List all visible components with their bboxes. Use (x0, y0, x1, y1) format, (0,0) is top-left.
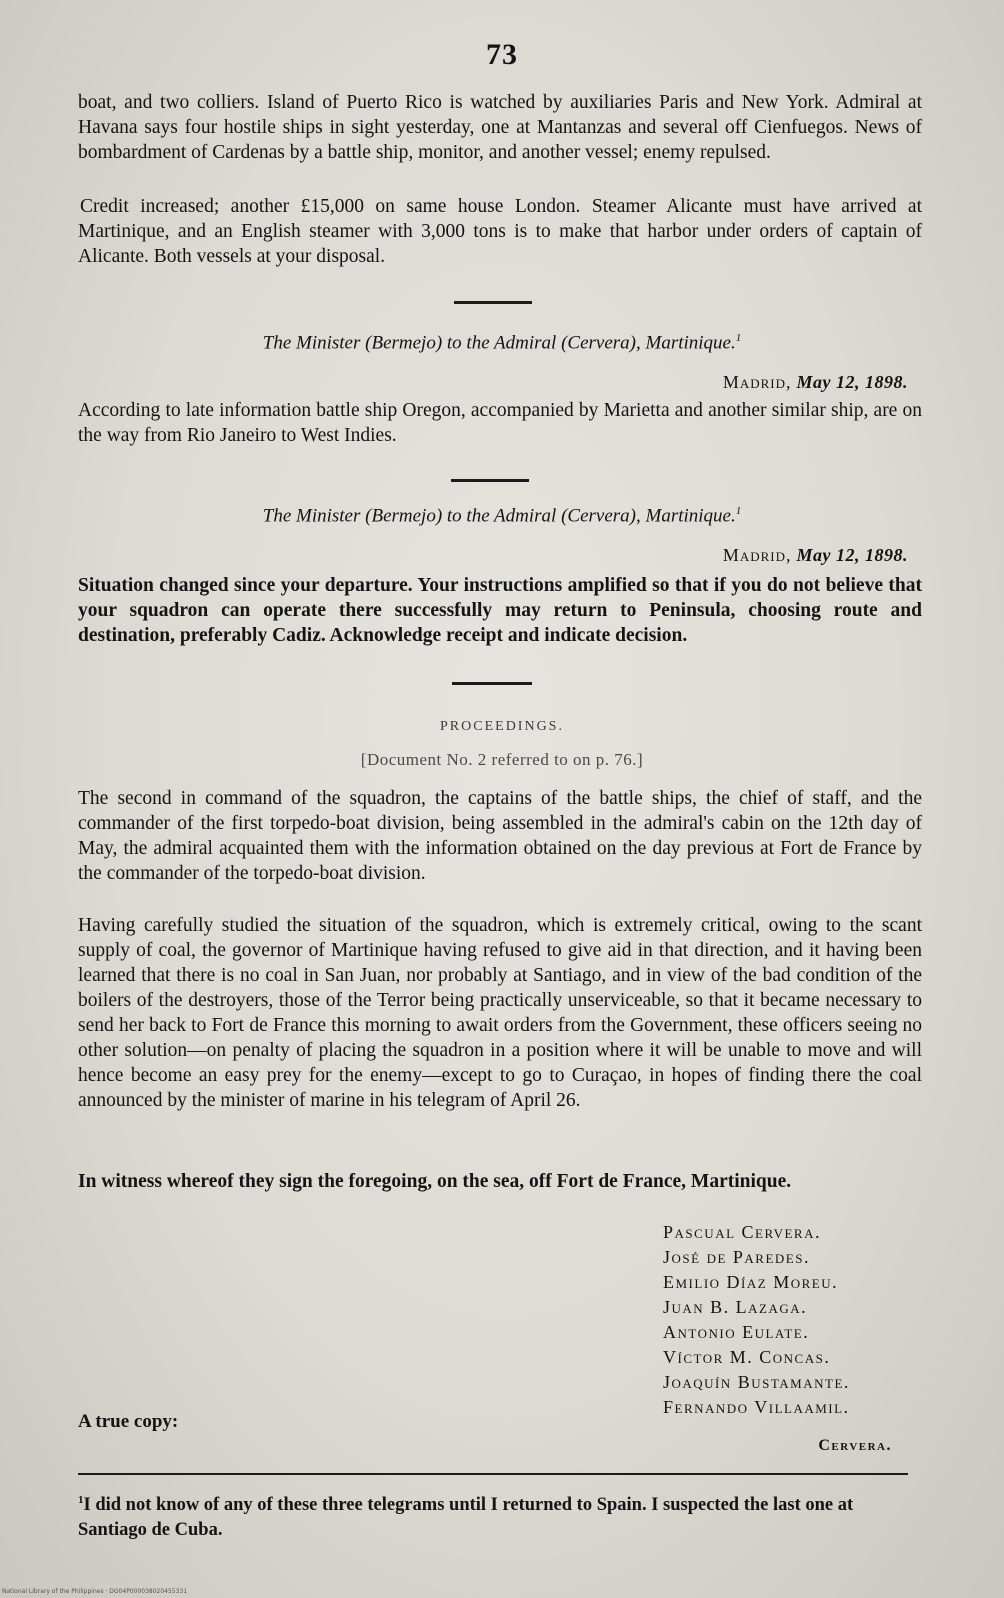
footnote-text: I did not know of any of these three telegrams until I returned to Spain. I suspected the last one at Santiago de Cuba. (78, 1495, 854, 1541)
signature-line: Fernando Villaamil. (663, 1397, 850, 1417)
signature-line: Juan B. Lazaga. (663, 1297, 808, 1317)
dateline-date: May 12, 1898. (796, 545, 908, 565)
scan-credit: National Library of the Philippines · DG04P000038020455331 (2, 1588, 188, 1595)
footnote-ref: 1 (735, 332, 742, 344)
signature-line: Emilio Díaz Moreu. (663, 1272, 839, 1292)
proceedings-title: PROCEEDINGS. (440, 719, 564, 734)
dateline-date: May 12, 1898. (796, 372, 908, 392)
signature-line: Joaquín Bustamante. (663, 1372, 850, 1392)
page-number: 73 (486, 38, 518, 71)
footnote (78, 1488, 918, 1543)
paragraph-credit: Credit increased; another £15,000 on same house London. Steamer Alicante must have arrived at Martinique, and an English steamer with 3,000 tons is to make that harbor under orders of captain of Alicante. Both vessels at your disposal. (78, 196, 922, 267)
section-divider (454, 301, 532, 304)
true-copy-label: A true copy: (78, 1411, 179, 1432)
dateline-place: Madrid, (722, 545, 792, 565)
proceedings-paragraph-1: The second in command of the squadron, the captains of the battle ships, the chief of staff, and the commander of the first torpedo-boat division, being assembled in the admiral's cabin on the 12th day of May, the admiral acquainted them with the information obtained on the day previous at Fort de France by the commander of the torpedo-boat division. (78, 788, 922, 884)
signature-line: José de Paredes. (663, 1247, 810, 1267)
telegram-2-heading-text: The Minister (Bermejo) to the Admiral (Cervera), Martinique. (262, 505, 736, 527)
paragraph-continued: boat, and two colliers. Island of Puerto Rico is watched by auxiliaries Paris and New York. Admiral at Havana says four hostile ships in sight yesterday, one at Mantanzas and several off Cienfuegos. News of bombardment of Cardenas by a battle ship, monitor, and another vessel; enemy repulsed. (78, 92, 922, 163)
telegram-2-dateline (723, 545, 908, 566)
signature-line: Víctor M. Concas. (663, 1347, 831, 1367)
telegram-2-body: Situation changed since your departure. Your instructions amplified so that if you do not believe that your squadron can operate there successfully may return to Peninsula, choosing route and destination, preferably Cadiz. Acknowledge receipt and indicate decision. (78, 575, 922, 646)
section-divider (452, 682, 532, 685)
telegram-2-heading (0, 505, 1004, 527)
footnote-ref: 1 (735, 505, 742, 517)
signature-list (663, 1220, 850, 1420)
true-copy-signer: Cervera. (818, 1437, 892, 1454)
telegram-1-dateline (723, 372, 908, 393)
dateline-place: Madrid, (722, 372, 792, 392)
proceedings-paragraph-3: In witness whereof they sign the foregoing, on the sea, off Fort de France, Martinique. (78, 1171, 792, 1192)
footnote-rule (78, 1473, 908, 1475)
telegram-1-body: According to late information battle ship Oregon, accompanied by Marietta and another similar ship, are on the way from Rio Janeiro to West Indies. (78, 400, 922, 446)
footnote-marker: 1 (78, 1494, 84, 1506)
proceedings-doc-ref: [Document No. 2 referred to on p. 76.] (360, 750, 644, 769)
telegram-1-heading (0, 332, 1004, 354)
signature-line: Pascual Cervera. (663, 1222, 821, 1242)
signature-line: Antonio Eulate. (663, 1322, 810, 1342)
telegram-1-heading-text: The Minister (Bermejo) to the Admiral (Cervera), Martinique. (262, 332, 736, 354)
section-divider (451, 479, 529, 482)
proceedings-paragraph-2: Having carefully studied the situation of the squadron, which is extremely critical, owing to the scant supply of coal, the governor of Martinique having refused to give aid in that direction, and it having been learned that there is no coal in San Juan, nor probably at Santiago, and in view of the bad condition of the boilers of the destroyers, those of the Terror being practically unserviceable, so that it became necessary to send her back to Fort de France this morning to await orders from the Government, these officers seeing no other solution—on penalty of placing the squadron in a position where it will be unable to move and will hence become an easy prey for the enemy—except to go to Curaçao, in hopes of finding there the coal announced by the minister of marine in his telegram of April 26. (78, 915, 922, 1111)
